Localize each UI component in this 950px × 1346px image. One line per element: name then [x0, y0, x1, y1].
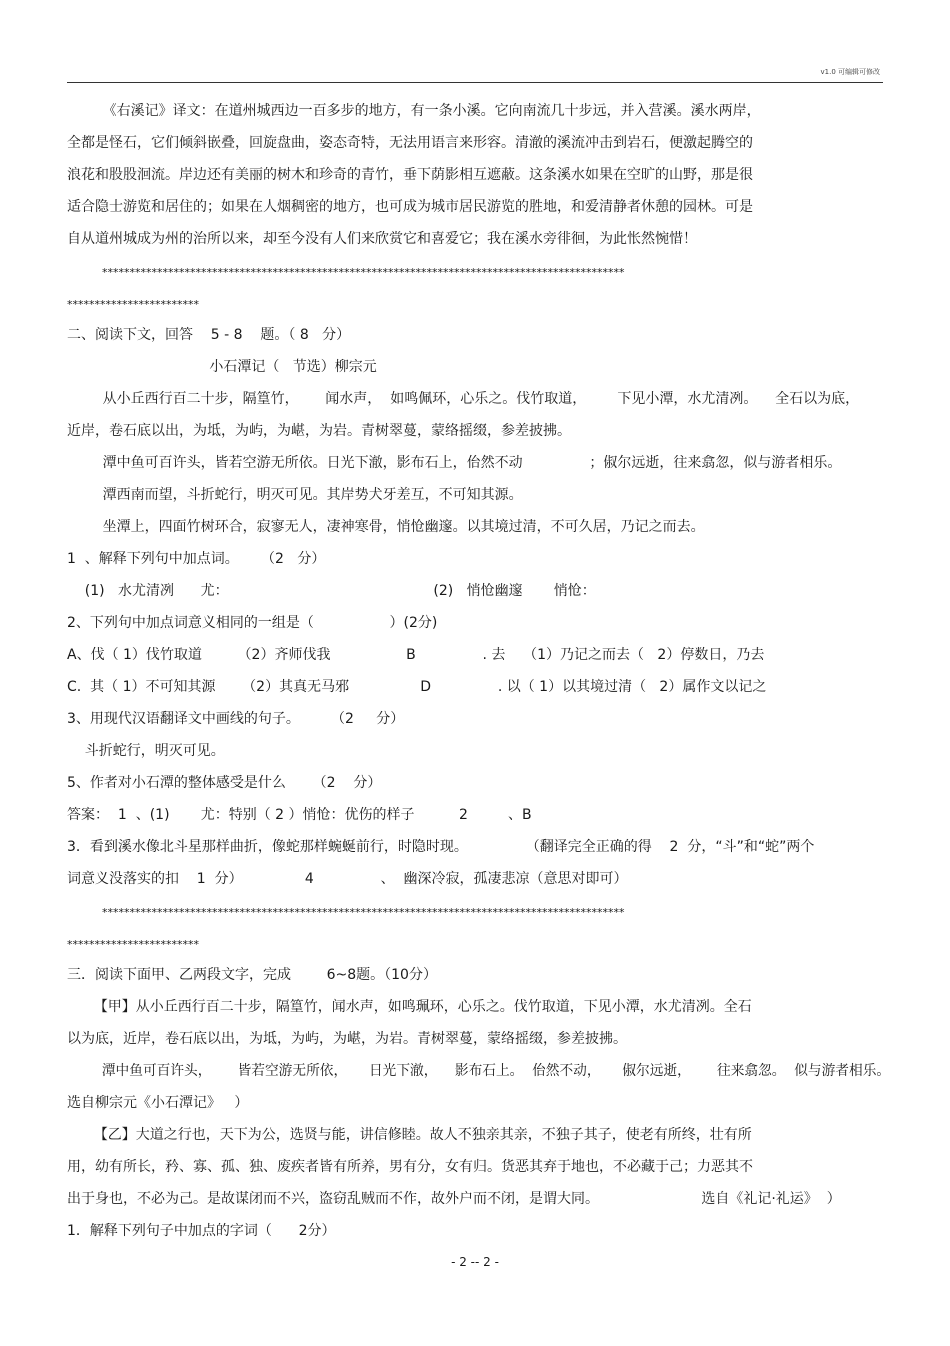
- text-line: 【甲】从小丘西行百二十步，隔篁竹，闻水声，如鸣珮环，心乐之。伐竹取道，下见小潭，水尤清冽。全石: [67, 999, 752, 1015]
- separator-stars: ************************: [67, 938, 199, 951]
- answer-line: 词意义没落实的扣 1 分） 4 、 幽深冷寂，孤凄悲凉（意思对即可）: [67, 871, 628, 887]
- text-line: 近岸，卷石底以出，为坻，为屿，为嵁，为岩。青树翠蔓，蒙络摇缀，参差披拂。: [67, 423, 571, 439]
- separator-stars: ************************: [67, 298, 199, 311]
- section-heading: 二、阅读下文，回答 5 - 8 题。（ 8 分）: [67, 327, 351, 343]
- text-line: 自从道州城成为州的治所以来，却至今没有人们来欣赏它和喜爱它；我在溪水旁徘徊，为此怅然惋惜！: [67, 231, 697, 247]
- separator-stars: ***********************************************************************************************: [67, 906, 625, 919]
- separator-stars: ***********************************************************************************************: [67, 266, 625, 279]
- passage-title: 小石潭记（ 节选）柳宗元: [67, 359, 377, 375]
- text-line: 用，幼有所长，矜、寡、孤、独、废疾者皆有所养，男有分，女有归。货恶其弃于地也，不必藏于己；力恶其不: [67, 1159, 753, 1175]
- text-line: 【乙】大道之行也，天下为公，选贤与能，讲信修睦。故人不独亲其亲，不独子其子，使老有所终，壮有所: [67, 1127, 752, 1143]
- section-heading: 三．阅读下面甲、乙两段文字，完成 6~8题。（10分）: [67, 967, 437, 983]
- page-number: - 2 -- 2 -: [451, 1255, 499, 1269]
- question-line: A、伐（ 1）伐竹取道 （2）齐师伐我 B . 去 （1）乃记之而去（ 2）停数日，乃去: [67, 647, 765, 663]
- text-line: 适合隐士游览和居住的；如果在人烟稠密的地方，也可成为城市居民游览的胜地，和爱清静者休憩的园林。可是: [67, 199, 753, 215]
- question-line: 1 、解释下列句中加点词。 （2 分）: [67, 551, 326, 567]
- question-line: 2、下列句中加点词意义相同的一组是（ ）(2分): [67, 615, 438, 631]
- text-line: 选自柳宗元《小石潭记》 ）: [67, 1095, 249, 1111]
- question-line: 斗折蛇行，明灭可见。: [67, 743, 225, 759]
- answer-line: 3．看到溪水像北斗星那样曲折，像蛇那样蜿蜒前行，时隐时现。 （翻译完全正确的得 2 分，“斗”和“蛇”两个: [67, 839, 815, 855]
- question-line: C. 其（ 1）不可知其源 （2）其真无马邪 D . 以（ 1）以其境过清（ 2）属作文以记之: [67, 679, 767, 695]
- text-line: 潭西南而望，斗折蛇行，明灭可见。其岸势犬牙差互，不可知其源。: [67, 487, 523, 503]
- text-line: 以为底，近岸，卷石底以出，为坻，为屿，为嵁，为岩。青树翠蔓，蒙络摇缀，参差披拂。: [67, 1031, 627, 1047]
- text-line: 潭中鱼可百许头，皆若空游无所依。日光下澈，影布石上，佁然不动 ；俶尔远逝，往来翕忽，似与游者相乐。: [67, 455, 842, 471]
- header-rule: [67, 82, 883, 83]
- text-line: 出于身也，不必为己。是故谋闭而不兴，盗窃乱贼而不作，故外户而不闭，是谓大同。 选自《礼记·礼运》 ）: [67, 1191, 841, 1207]
- question-line: 1．解释下列句子中加点的字词（ 2分）: [67, 1223, 336, 1239]
- text-line: 潭中鱼可百许头， 皆若空游无所依， 日光下澈， 影布石上。 佁然不动， 俶尔远逝， 往来翕忽。 似与游者相乐。: [67, 1063, 891, 1079]
- question-line: 5、作者对小石潭的整体感受是什么 （2 分）: [67, 775, 382, 791]
- question-line: 3、用现代汉语翻译文中画线的句子。 （2 分）: [67, 711, 405, 727]
- text-line: 浪花和股股洄流。岸边还有美丽的树木和珍奇的青竹，垂下荫影相互遮蔽。这条溪水如果在空旷的山野，那是很: [67, 167, 753, 183]
- text-line: 全都是怪石，它们倾斜嵌叠，回旋盘曲，姿态奇特，无法用语言来形容。清澈的溪流冲击到岩石，便激起腾空的: [67, 135, 753, 151]
- text-line: 从小丘西行百二十步，隔篁竹， 闻水声， 如鸣佩环，心乐之。伐竹取道， 下见小潭，水尤清冽。 全石以为底，: [67, 391, 860, 407]
- question-line: (1) 水尤清冽 尤： (2) 悄怆幽邃 悄怆：: [67, 583, 596, 599]
- text-line: 坐潭上，四面竹树环合，寂寥无人，凄神寒骨，悄怆幽邃。以其境过清，不可久居，乃记之而去。: [67, 519, 705, 535]
- version-tag: v1.0 可编辑可修改: [820, 68, 880, 76]
- text-line: 《右溪记》译文：在道州城西边一百多步的地方，有一条小溪。它向南流几十步远，并入营溪。溪水两岸，: [67, 103, 761, 119]
- answer-line: 答案： 1 、(1) 尤：特别（ 2 ）悄怆：优伤的样子 2 、B: [67, 807, 532, 823]
